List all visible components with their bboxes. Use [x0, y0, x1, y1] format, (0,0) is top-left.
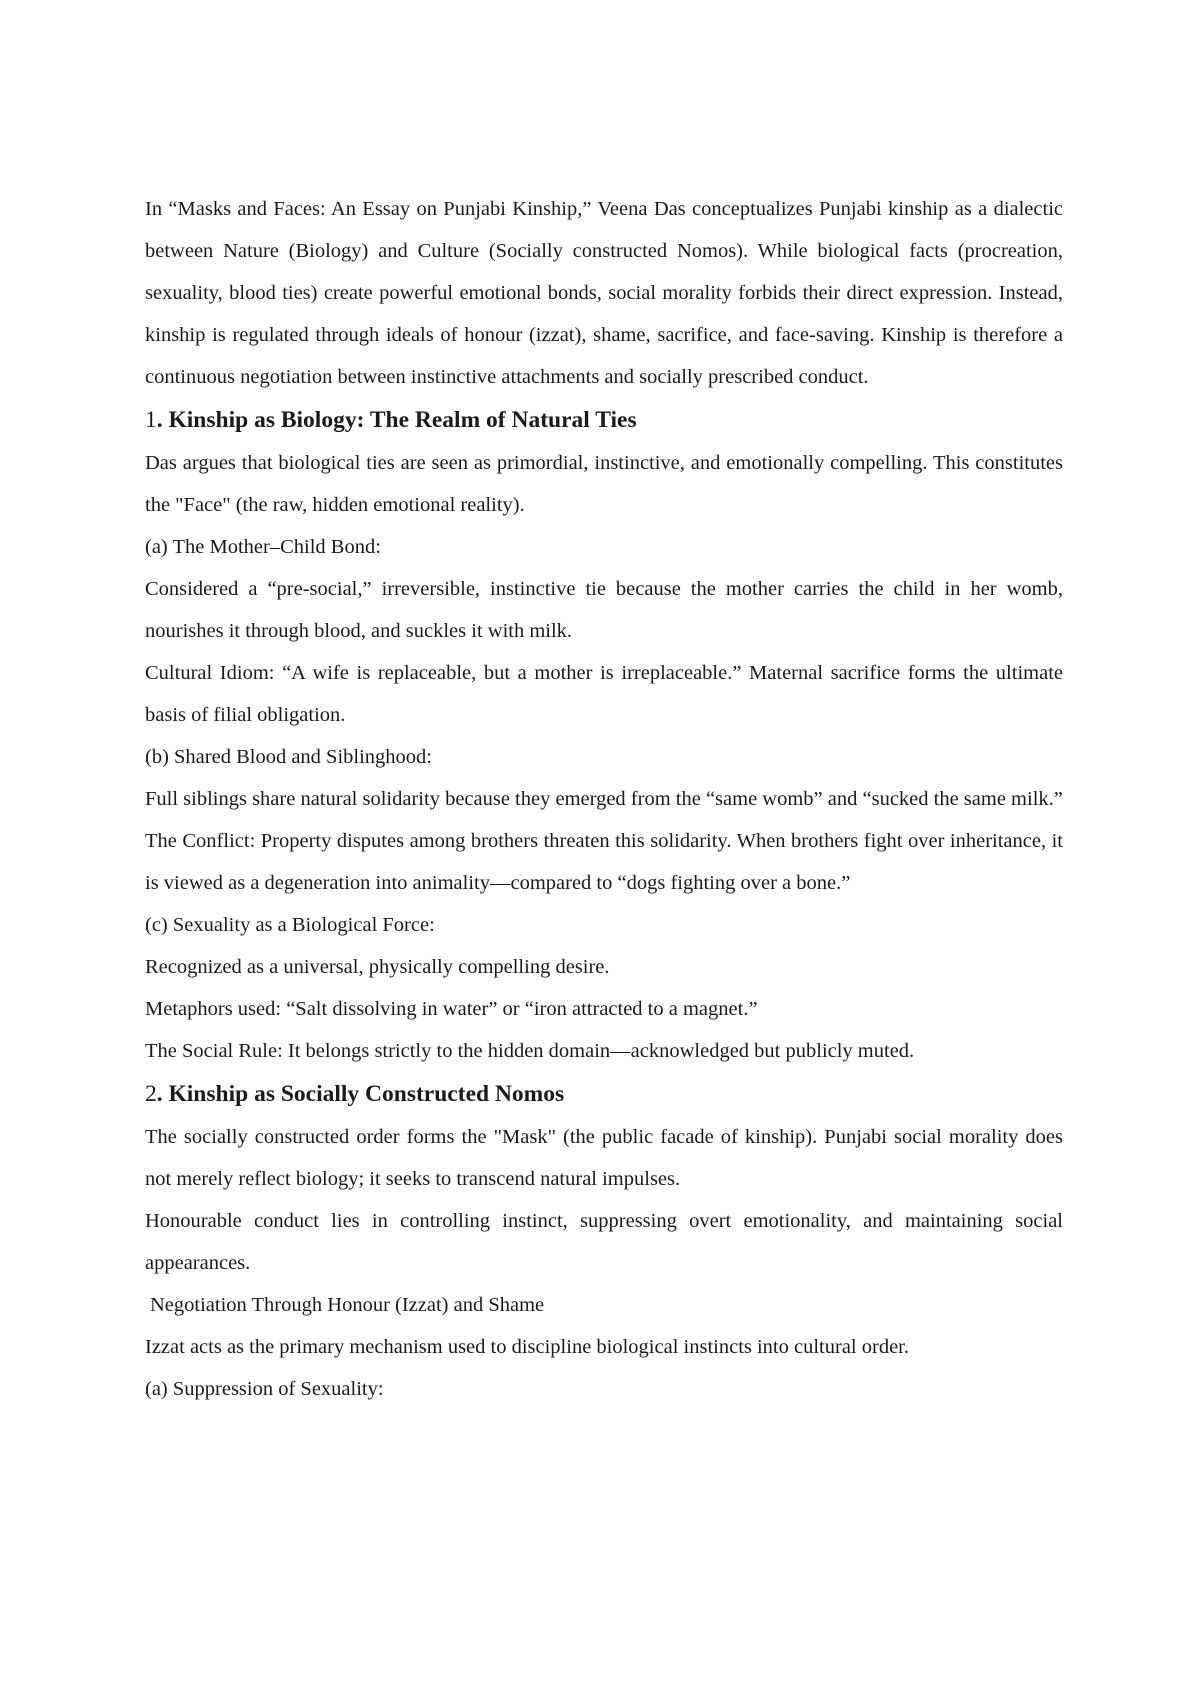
- section-2-paragraph-3: Izzat acts as the primary mechanism used to discipline biological instincts into cultural order.: [145, 1336, 909, 1358]
- subsection-c-paragraph-3: The Social Rule: It belongs strictly to the hidden domain—acknowledged but publicly muted.: [145, 1040, 915, 1062]
- subsection-b-paragraph-2: The Conflict: Property disputes among brothers threaten this solidarity. When brothers fight over inheritance, it is viewed as a degeneration into animality—compared to “dogs fighting over a bone.”: [145, 830, 1063, 894]
- section-2-intro: The socially constructed order forms the "Mask" (the public facade of kinship). Punjabi social morality does not merely reflect biology; it seeks to transcend natural impulses.: [145, 1126, 1063, 1190]
- section-2-heading: [145, 1072, 1063, 1116]
- subsection-c-paragraph-1: Recognized as a universal, physically compelling desire.: [145, 956, 610, 978]
- subsection-a-paragraph-2: Cultural Idiom: “A wife is replaceable, but a mother is irreplaceable.” Maternal sacrifice forms the ultimate basis of filial obligation.: [145, 662, 1063, 726]
- section-1-number: 1: [145, 407, 157, 433]
- subsection-b-paragraph-1: Full siblings share natural solidarity because they emerged from the “same womb” and “sucked the same milk.”: [145, 788, 1063, 810]
- section-2-number: 2: [145, 1081, 157, 1107]
- subsection-a-heading: (a) The Mother–Child Bond:: [145, 536, 381, 558]
- section-1-intro: Das argues that biological ties are seen as primordial, instinctive, and emotionally compelling. This constitutes the "Face" (the raw, hidden emotional reality).: [145, 452, 1063, 516]
- subsection-a-paragraph-1: Considered a “pre-social,” irreversible, instinctive tie because the mother carries the child in her womb, nourishes it through blood, and suckles it with milk.: [145, 578, 1063, 642]
- subsection-b-heading: (b) Shared Blood and Siblinghood:: [145, 746, 432, 768]
- subsection-c-paragraph-2: Metaphors used: “Salt dissolving in water” or “iron attracted to a magnet.”: [145, 998, 758, 1020]
- section-1-title: . Kinship as Biology: The Realm of Natural Ties: [156, 407, 637, 433]
- subsection-c-heading: (c) Sexuality as a Biological Force:: [145, 914, 435, 936]
- section-2-subsection-a-heading: (a) Suppression of Sexuality:: [145, 1378, 384, 1400]
- section-2-paragraph-2: Honourable conduct lies in controlling instinct, suppressing overt emotionality, and maintaining social appearances.: [145, 1210, 1063, 1274]
- section-2-title: . Kinship as Socially Constructed Nomos: [156, 1081, 565, 1107]
- document-body: [145, 188, 1063, 1410]
- section-1-heading: [145, 398, 1063, 442]
- intro-paragraph: In “Masks and Faces: An Essay on Punjabi Kinship,” Veena Das conceptualizes Punjabi kinship as a dialectic between Nature (Biology) and Culture (Socially constructed Nomos). While biological facts (procreation, sexuality, blood ties) create powerful emotional bonds, social morality forbids their direct expression. Instead, kinship is regulated through ideals of honour (izzat), shame, sacrifice, and face-saving. Kinship is therefore a continuous negotiation between instinctive attachments and socially prescribed conduct.: [145, 198, 1063, 388]
- section-2-subheading: Negotiation Through Honour (Izzat) and Shame: [150, 1294, 545, 1316]
